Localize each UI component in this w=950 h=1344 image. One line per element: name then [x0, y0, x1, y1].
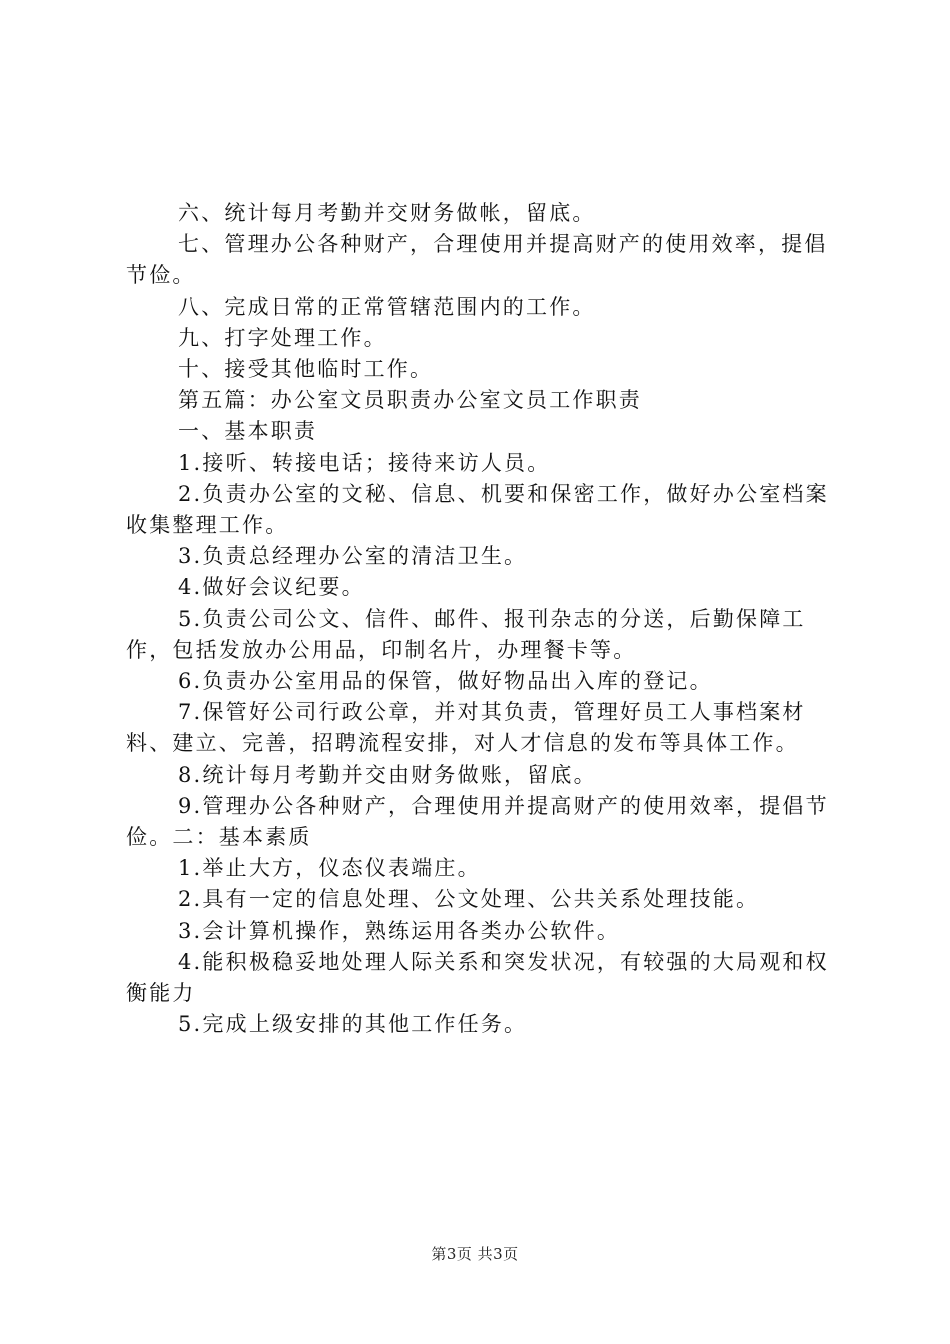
quality-item-1: 1.举止大方，仪态仪表端庄。: [178, 856, 481, 881]
quality-item-4: 4.能积极稳妥地处理人际关系和突发状况，有较强的大局观和权衡能力: [126, 949, 829, 1006]
duty-item-3: 3.负责总经理办公室的清洁卫生。: [178, 544, 528, 569]
duty-item-9: 9.管理办公各种财产，合理使用并提高财产的使用效率，提倡节俭。二：基本素质: [126, 793, 829, 850]
quality-item-5: 5.完成上级安排的其他工作任务。: [178, 1012, 528, 1037]
page-number-label: 第3页 共3页: [431, 1245, 519, 1263]
duty-item-6: 6.负责办公室用品的保管，做好物品出入库的登记。: [178, 669, 713, 694]
paragraph-item-9: 九、打字处理工作。: [178, 325, 387, 350]
paragraph-item-8: 八、完成日常的正常管辖范围内的工作。: [178, 294, 596, 319]
duty-item-7: 7.保管好公司行政公章，并对其负责，管理好员工人事档案材料、建立、完善，招聘流程安排，对人才信息的发布等具体工作。: [126, 700, 806, 756]
duty-item-4: 4.做好会议纪要。: [178, 575, 365, 600]
quality-item-2: 2.具有一定的信息处理、公文处理、公共关系处理技能。: [178, 887, 760, 912]
duty-item-1: 1.接听、转接电话；接待来访人员。: [178, 450, 551, 475]
document-body: [126, 198, 832, 1040]
paragraph-item-10: 十、接受其他临时工作。: [178, 357, 434, 382]
quality-item-3: 3.会计算机操作，熟练运用各类办公软件。: [178, 918, 621, 943]
duty-item-8: 8.统计每月考勤并交由财务做账，留底。: [178, 762, 597, 787]
paragraph-item-6: 六、统计每月考勤并交财务做帐，留底。: [178, 201, 596, 225]
paragraph-item-7: 七、管理办公各种财产，合理使用并提高财产的使用效率，提倡节俭。: [126, 232, 828, 288]
subsection-heading-basic-duties: 一、基本职责: [178, 419, 318, 444]
page-footer: [0, 1244, 950, 1264]
section-heading: 第五篇：办公室文员职责办公室文员工作职责: [178, 388, 642, 413]
duty-item-2: 2.负责办公室的文秘、信息、机要和保密工作，做好办公室档案收集整理工作。: [126, 481, 829, 538]
duty-item-5: 5.负责公司公文、信件、邮件、报刊杂志的分送，后勤保障工作，包括发放办公用品，印制名片，办理餐卡等。: [126, 606, 806, 662]
